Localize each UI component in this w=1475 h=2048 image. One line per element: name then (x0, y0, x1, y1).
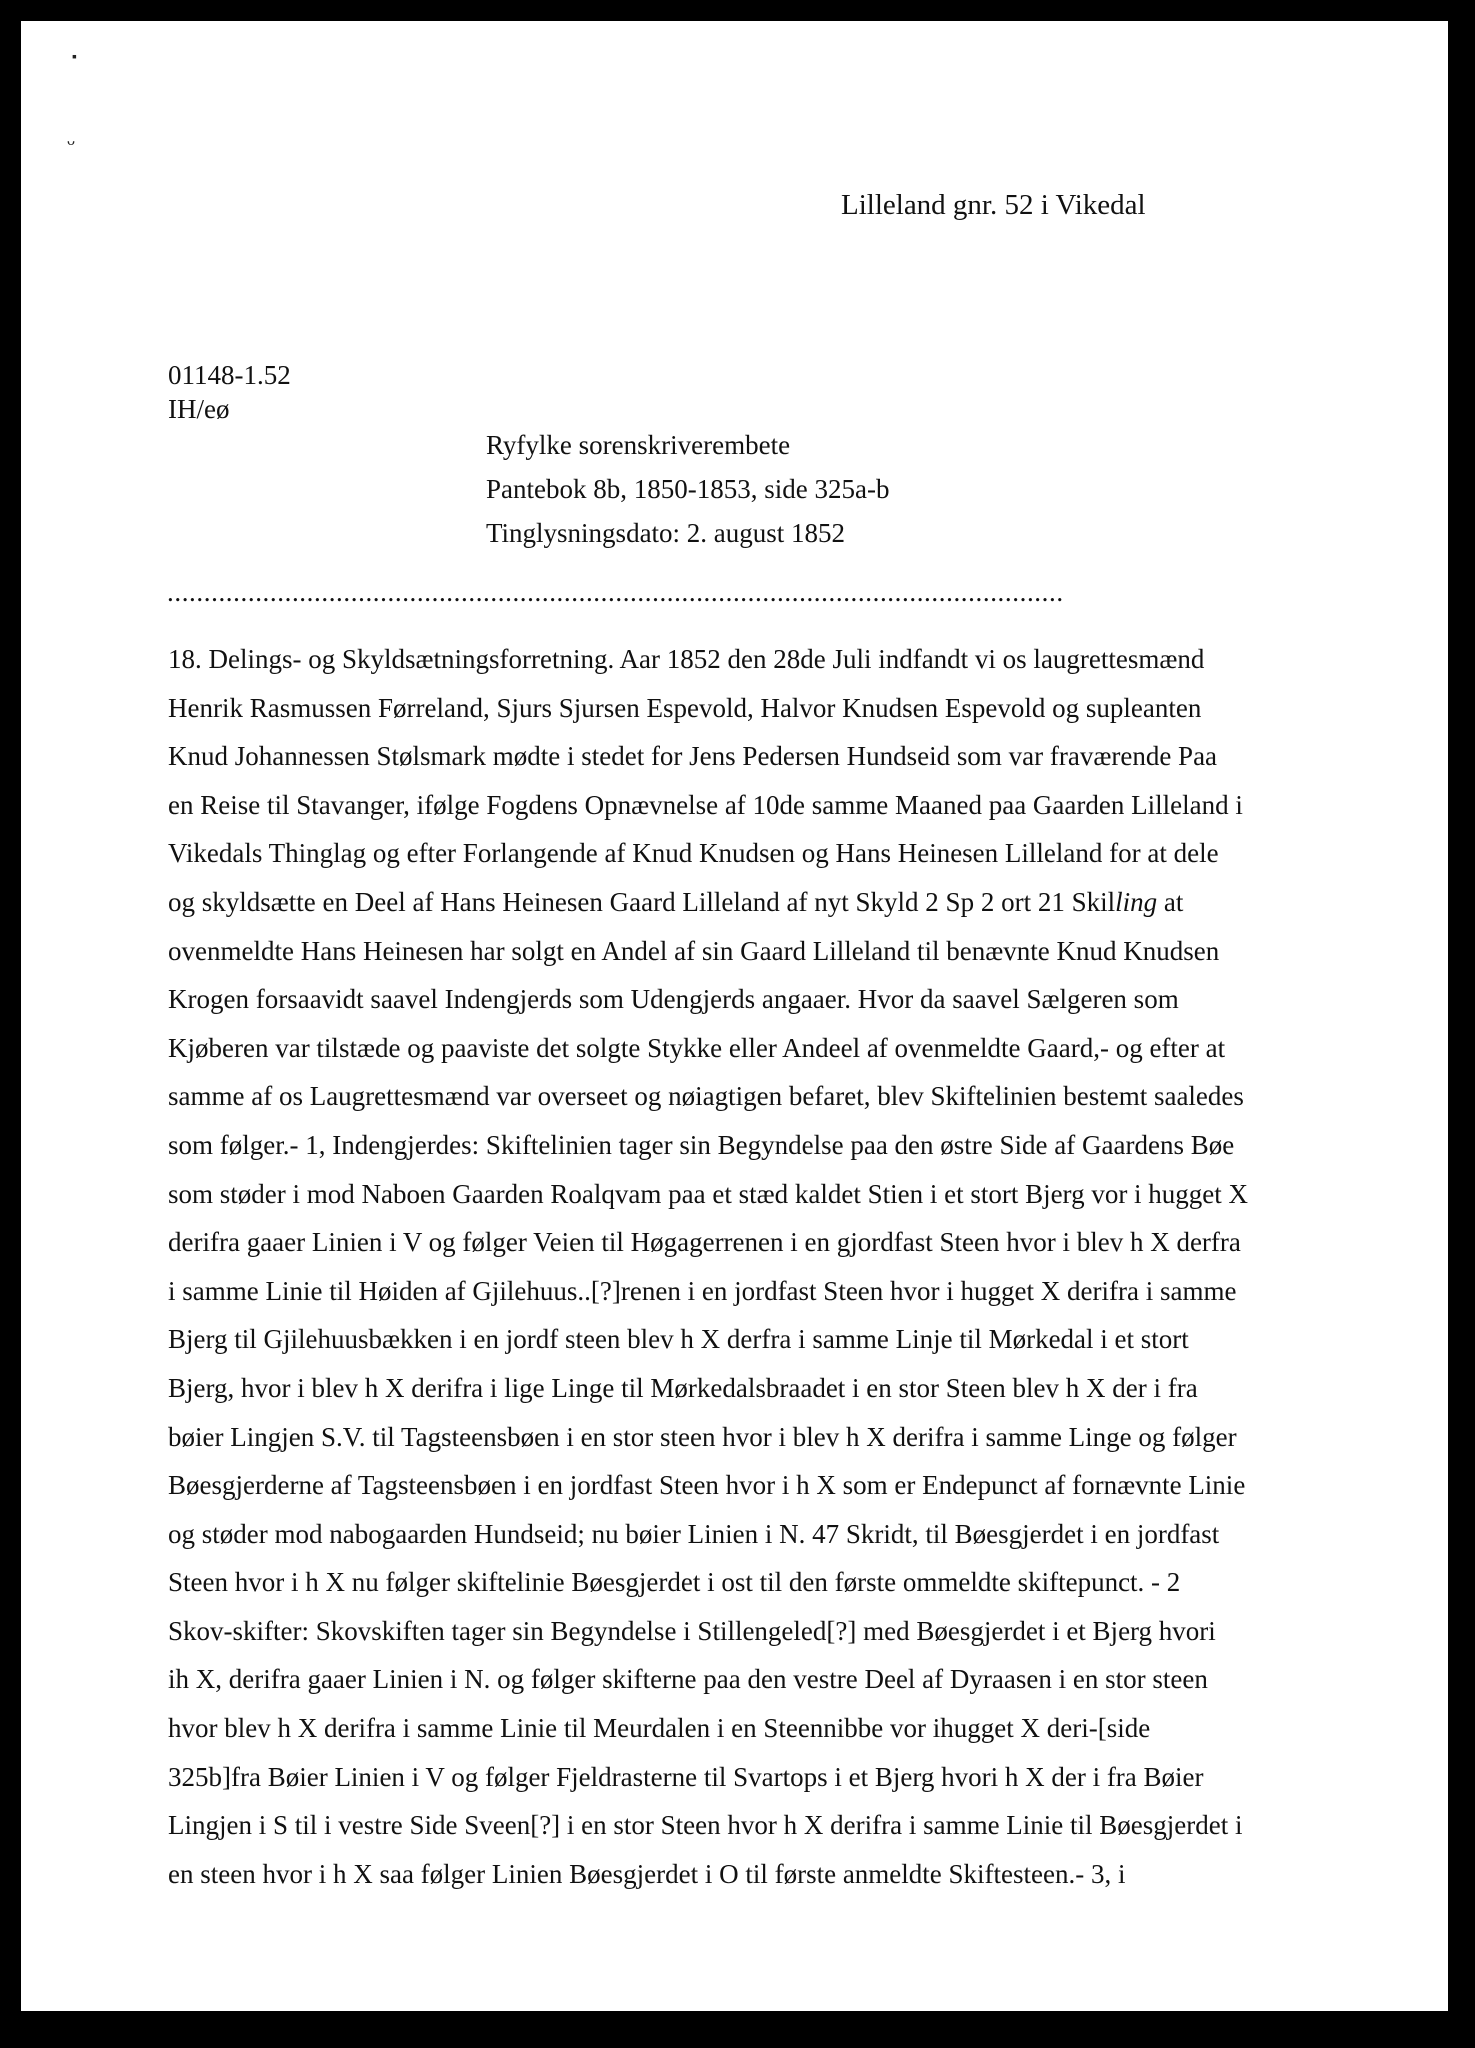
text-line-start: og skyldsætte en Deel af Hans Heinesen Gaard Lilleland af nyt Skyld 2 Sp 2 ort 21 Skil (168, 886, 1116, 917)
text-line: og støder mod nabogaarden Hundseid; nu bøier Linien i N. 47 Skridt, til Bøesgjerdet i en jordfast (168, 1518, 1220, 1549)
scan-speck-mark: ▪ (72, 50, 77, 65)
text-line: ovenmeldte Hans Heinesen har solgt en Andel af sin Gaard Lilleland til benævnte Knud Knudsen (168, 935, 1220, 966)
dotted-separator: .......................................................................................................................... (167, 577, 1064, 607)
text-line: 325b]fra Bøier Linien i V og følger Fjeldrasterne til Svartops i et Bjerg hvori h X der i fra Bøier (168, 1761, 1204, 1792)
text-line: en Reise til Stavanger, ifølge Fogdens Opnævnelse af 10de samme Maaned paa Gaarden Lilleland i (168, 789, 1243, 820)
text-line: ih X, derifra gaaer Linien i N. og følger skifterne paa den vestre Deel af Dyraasen i en stor steen (168, 1664, 1208, 1695)
text-line-italic: ling (1115, 886, 1158, 917)
text-line: Bjerg, hvor i blev h X derifra i lige Linge til Mørkedalsbraadet i en stor Steen blev h X der i fra (168, 1372, 1198, 1403)
text-line: Henrik Rasmussen Førreland, Sjurs Sjursen Espevold, Halvor Knudsen Espevold og supleanten (168, 692, 1202, 723)
text-line: hvor blev h X derifra i samme Linie til Meurdalen i en Steennibbe vor ihugget X deri-[side (168, 1713, 1151, 1744)
text-line: samme af os Laugrettesmænd var overseet og nøiagtigen befaret, blev Skiftelinien bestemt saaledes (168, 1081, 1244, 1112)
source-book: Pantebok 8b, 1850-1853, side 325a-b (486, 474, 890, 504)
text-line: 18. Delings- og Skyldsætningsforretning. Aar 1852 den 28de Juli indfandt vi os laugrettesmænd (168, 644, 1205, 674)
text-line-end: at (1157, 886, 1184, 917)
document-title: Lilleland gnr. 52 i Vikedal (841, 189, 1146, 221)
source-date: Tinglysningsdato: 2. august 1852 (486, 518, 846, 548)
text-line: bøier Lingjen S.V. til Tagsteensbøen i en stor steen hvor i blev h X derifra i samme Linge og følger (168, 1421, 1237, 1452)
text-line: Knud Johannessen Stølsmark mødte i stedet for Jens Pedersen Hundseid som var fraværende Paa (168, 741, 1218, 772)
reference-initials: IH/eø (168, 394, 230, 424)
text-line: Lingjen i S til i vestre Side Sveen[?] i en stor Steen hvor h X derifra i samme Linie til Bøesgjerdet i (168, 1810, 1243, 1841)
source-office: Ryfylke sorenskriverembete (486, 430, 791, 460)
text-line: en steen hvor i h X saa følger Linien Bøesgjerdet i O til første anmeldte Skiftesteen.- 3, i (168, 1858, 1126, 1889)
text-line: derifra gaaer Linien i V og følger Veien til Høgagerrenen i en gjordfast Steen hvor i blev h X derfra (168, 1227, 1241, 1258)
document-page (21, 21, 1448, 2011)
text-line: Steen hvor i h X nu følger skiftelinie Bøesgjerdet i ost til den første ommeldte skiftepunct. - 2 (168, 1567, 1181, 1598)
reference-block (168, 358, 291, 426)
source-block (486, 423, 889, 555)
text-line (168, 878, 1248, 927)
scan-hook-mark: ᴗ (67, 132, 75, 149)
text-line: i samme Linie til Høiden af Gjilehuus..[?]renen i en jordfast Steen hvor i hugget X derifra i samme (168, 1275, 1237, 1306)
text-line: Vikedals Thinglag og efter Forlangende af Knud Knudsen og Hans Heinesen Lilleland for at dele (168, 838, 1219, 869)
text-line: Kjøberen var tilstæde og paaviste det solgte Stykke eller Andeel af ovenmeldte Gaard,- og efter at (168, 1032, 1226, 1063)
text-line: Krogen forsaavidt saavel Indengjerds som Udengjerds angaaer. Hvor da saavel Sælgeren som (168, 984, 1179, 1015)
text-line: Bøesgjerderne af Tagsteensbøen i en jordfast Steen hvor i h X som er Endepunct af fornævnte Linie (168, 1470, 1246, 1501)
transcription-body (168, 635, 1248, 1898)
text-line: som støder i mod Naboen Gaarden Roalqvam paa et stæd kaldet Stien i et stort Bjerg vor i hugget X (168, 1178, 1249, 1209)
reference-code: 01148-1.52 (168, 360, 291, 390)
text-line: Bjerg til Gjilehuusbækken i en jordf steen blev h X derfra i samme Linje til Mørkedal i et stort (168, 1324, 1189, 1355)
text-line: som følger.- 1, Indengjerdes: Skiftelinien tager sin Begyndelse paa den østre Side af Gaardens Bøe (168, 1129, 1235, 1160)
text-line: Skov-skifter: Skovskiften tager sin Begyndelse i Stillengeled[?] med Bøesgjerdet i et Bjerg hvori (168, 1615, 1216, 1646)
